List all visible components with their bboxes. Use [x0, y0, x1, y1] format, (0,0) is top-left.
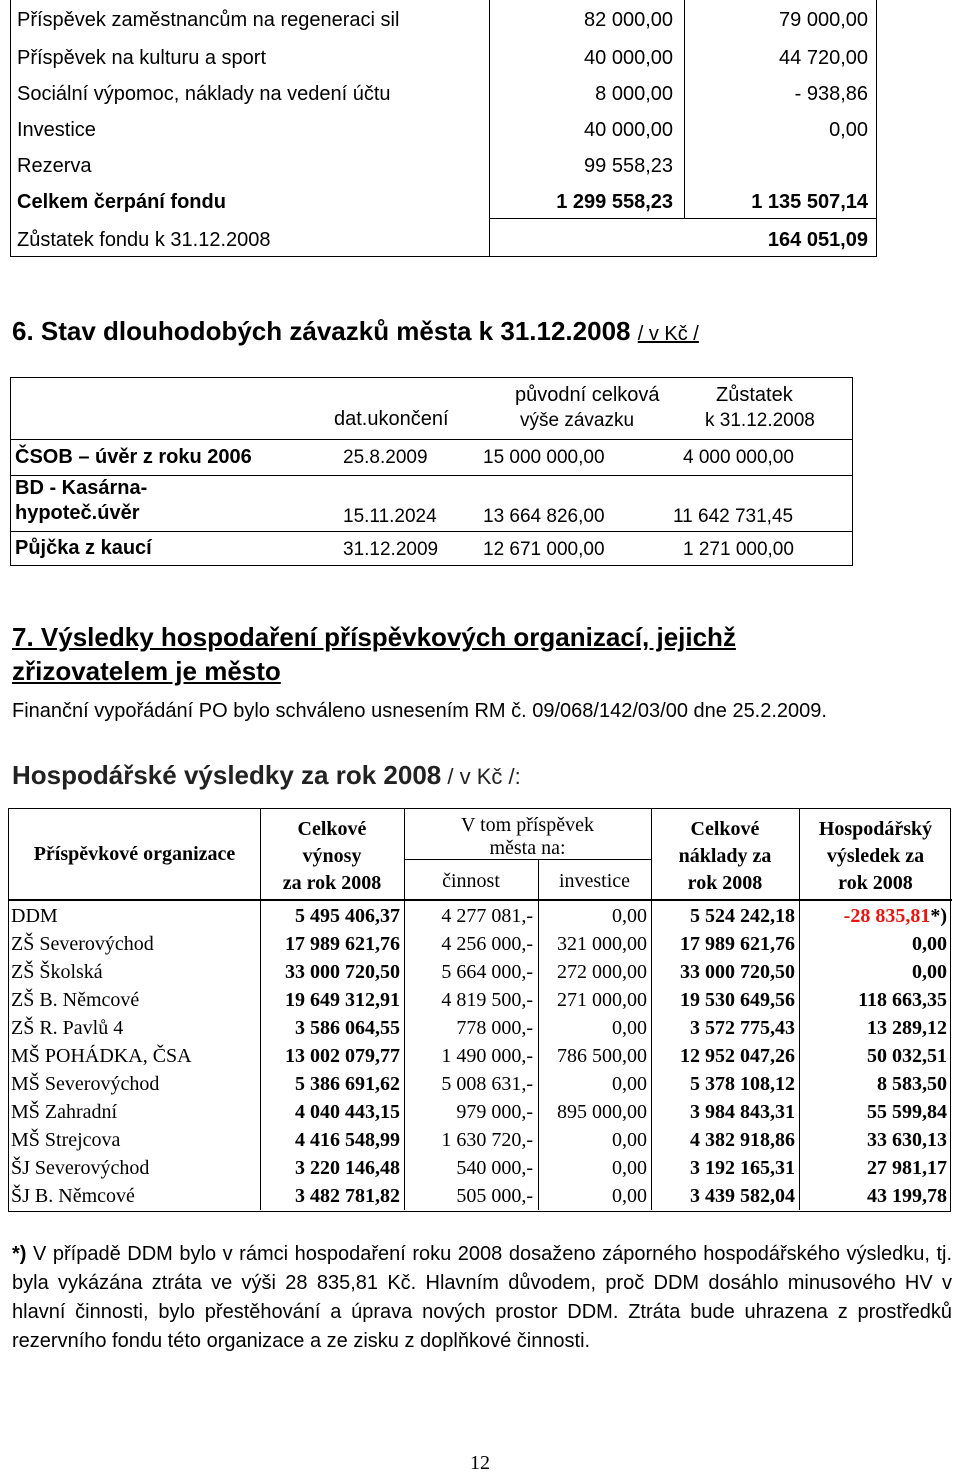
footnote-text: V případě DDM bylo v rámci hospodaření roku 2008 dosaženo záporného hospodářského výsledku, tj. byla vykázána ztráta ve výši 28 835,81 Kč. Hlavním důvodem, proč DDM dosáhlo minusového HV v hlavní činnosti, bylo přestěhování a úprava nových prostor DDM. Ztráta bude uhrazena z prostředků rezervního fondu této organizace a ze zisku z doplňkové činnosti. [12, 1243, 952, 1352]
po-investment: 271 000,00 [557, 989, 647, 1011]
po-investment: 786 500,00 [557, 1045, 647, 1067]
header-result-line2: výsledek za [826, 845, 925, 867]
header-revenue-line3: za rok 2008 [282, 872, 382, 894]
fund-row-actual: - 938,86 [794, 83, 868, 105]
fund-total-planned: 1 299 558,23 [556, 191, 673, 213]
po-costs: 5 524 242,18 [690, 905, 795, 927]
header-investment: investice [558, 870, 631, 892]
fund-row-actual: 0,00 [829, 119, 868, 141]
po-revenue: 3 220 146,48 [295, 1157, 400, 1179]
po-investment: 0,00 [612, 1073, 647, 1095]
po-result-cell [799, 1154, 947, 1182]
liability-balance: 11 642 731,45 [673, 506, 794, 527]
po-org: ZŠ B. Němcové [11, 989, 140, 1011]
liability-name: ČSOB – úvěr z roku 2006 [15, 446, 252, 468]
po-org: ZŠ R. Pavlů 4 [11, 1017, 124, 1039]
fund-row-name: Investice [17, 119, 96, 141]
po-revenue: 13 002 079,77 [285, 1045, 400, 1067]
po-activity: 979 000,- [456, 1101, 533, 1123]
fund-row-name: Příspěvek na kulturu a sport [17, 47, 267, 69]
po-row [9, 1014, 952, 1042]
po-revenue: 5 386 691,62 [295, 1073, 400, 1095]
po-result: 27 981,17 [867, 1157, 947, 1179]
po-activity: 1 490 000,- [441, 1045, 533, 1067]
po-org: MŠ Strejcova [11, 1129, 121, 1151]
fund-row-planned: 40 000,00 [584, 47, 673, 69]
po-costs: 5 378 108,12 [690, 1073, 795, 1095]
header-costs-line2: náklady za [678, 845, 772, 867]
po-costs: 17 989 621,76 [680, 933, 795, 955]
po-result: 8 583,50 [877, 1073, 947, 1095]
po-org: DDM [11, 905, 58, 927]
po-row [9, 1182, 952, 1210]
fund-table [10, 0, 877, 257]
po-result-note: *) [930, 905, 947, 927]
header-revenue-line1: Celkové [297, 818, 367, 840]
po-revenue: 33 000 720,50 [285, 961, 400, 983]
fund-total-actual: 1 135 507,14 [751, 191, 868, 213]
liabilities-divider [11, 475, 852, 476]
po-activity: 4 277 081,- [441, 905, 533, 927]
fund-row-name: Rezerva [17, 155, 92, 177]
po-org: ZŠ Severovýchod [11, 933, 154, 955]
section7-heading [12, 620, 736, 688]
po-row [9, 902, 952, 930]
header-balance-line1: Zůstatek [716, 384, 793, 406]
liability-name: BD - Kasárna- [15, 477, 148, 499]
results-heading [12, 760, 521, 791]
po-revenue: 19 649 312,91 [285, 989, 400, 1011]
fund-row [11, 40, 876, 76]
po-result-cell [799, 1014, 947, 1042]
po-results-table [8, 808, 951, 1212]
po-costs: 3 572 775,43 [690, 1017, 795, 1039]
fund-row [11, 2, 876, 38]
po-investment: 895 000,00 [557, 1101, 647, 1123]
po-investment: 0,00 [612, 1157, 647, 1179]
page-number: 12 [470, 1452, 490, 1474]
liability-original: 15 000 000,00 [483, 447, 605, 468]
liability-name-line2: hypoteč.úvěr [15, 502, 140, 524]
po-row [9, 958, 952, 986]
po-activity: 4 819 500,- [441, 989, 533, 1011]
po-result: 118 663,35 [858, 989, 947, 1011]
po-result-cell [799, 1042, 947, 1070]
footnote [12, 1240, 952, 1356]
liabilities-divider [11, 439, 852, 440]
fund-row [11, 148, 876, 184]
fund-row-planned: 82 000,00 [584, 9, 673, 31]
po-row [9, 986, 952, 1014]
po-result: 43 199,78 [867, 1185, 947, 1207]
po-costs: 19 530 649,56 [680, 989, 795, 1011]
po-result-cell [799, 930, 947, 958]
po-result-cell [799, 1126, 947, 1154]
po-result-cell [799, 958, 947, 986]
fund-total-row [11, 184, 876, 220]
header-org: Příspěvkové organizace [33, 843, 236, 865]
liability-date: 25.8.2009 [343, 447, 428, 468]
fund-row-planned: 8 000,00 [595, 83, 673, 105]
po-result-cell [799, 1098, 947, 1126]
section6-unit: / v Kč / [637, 323, 699, 345]
section6-title: 6. Stav dlouhodobých závazků města k 31.12.2008 [12, 316, 631, 346]
po-row [9, 1070, 952, 1098]
fund-row-name: Sociální výpomoc, náklady na vedení účtu [17, 83, 391, 105]
po-row [9, 1154, 952, 1182]
po-org: ZŠ Školská [11, 961, 103, 983]
po-costs: 3 192 165,31 [690, 1157, 795, 1179]
po-investment: 0,00 [612, 1129, 647, 1151]
po-investment: 0,00 [612, 1017, 647, 1039]
fund-balance-row [11, 222, 876, 258]
po-result: 50 032,51 [867, 1045, 947, 1067]
liabilities-table [10, 377, 853, 566]
po-result-cell [799, 986, 947, 1014]
po-org: MŠ Zahradní [11, 1101, 118, 1123]
po-revenue: 3 482 781,82 [295, 1185, 400, 1207]
po-row [9, 1042, 952, 1070]
liabilities-divider [11, 531, 852, 532]
po-revenue: 4 416 548,99 [295, 1129, 400, 1151]
po-result: -28 835,81 [843, 905, 931, 927]
section6-heading [12, 316, 699, 347]
po-revenue: 4 040 443,15 [295, 1101, 400, 1123]
po-result: 33 630,13 [867, 1129, 947, 1151]
po-investment: 321 000,00 [557, 933, 647, 955]
po-activity: 1 630 720,- [441, 1129, 533, 1151]
po-row [9, 1098, 952, 1126]
po-result: 55 599,84 [867, 1101, 947, 1123]
po-costs: 12 952 047,26 [680, 1045, 795, 1067]
liability-balance: 4 000 000,00 [683, 447, 794, 468]
liability-name: Půjčka z kaucí [15, 537, 152, 559]
po-result-cell [799, 1070, 947, 1098]
header-original-line2: výše závazku [520, 410, 635, 431]
po-activity: 505 000,- [456, 1185, 533, 1207]
liability-original: 12 671 000,00 [483, 539, 605, 560]
po-activity: 778 000,- [456, 1017, 533, 1039]
header-result-line3: rok 2008 [838, 872, 913, 894]
po-costs: 3 984 843,31 [690, 1101, 795, 1123]
results-title: Hospodářské výsledky za rok 2008 [12, 760, 442, 790]
fund-row-planned: 40 000,00 [584, 119, 673, 141]
fund-row-planned: 99 558,23 [584, 155, 673, 177]
liability-balance: 1 271 000,00 [683, 539, 794, 560]
header-balance-line2: k 31.12.2008 [705, 410, 815, 431]
po-costs: 3 439 582,04 [690, 1185, 795, 1207]
footnote-marker: *) [12, 1243, 27, 1265]
section7-title-line1: 7. Výsledky hospodaření příspěvkových organizací, jejichž [12, 622, 736, 652]
po-result-cell [799, 1182, 947, 1210]
fund-row [11, 76, 876, 112]
po-costs: 4 382 918,86 [690, 1129, 795, 1151]
header-costs-line1: Celkové [690, 818, 760, 840]
po-investment: 272 000,00 [557, 961, 647, 983]
fund-row [11, 112, 876, 148]
header-contribution-line1: V tom příspěvek [461, 814, 594, 836]
po-result: 13 289,12 [867, 1017, 947, 1039]
po-activity: 540 000,- [456, 1157, 533, 1179]
header-end-date: dat.ukončení [334, 408, 449, 430]
section7-title-line2: zřizovatelem je město [12, 656, 281, 686]
po-activity: 4 256 000,- [441, 933, 533, 955]
fund-row-actual: 44 720,00 [779, 47, 868, 69]
header-costs-line3: rok 2008 [687, 872, 763, 894]
fund-row-actual: 79 000,00 [779, 9, 868, 31]
po-revenue: 3 586 064,55 [295, 1017, 400, 1039]
liability-original: 13 664 826,00 [483, 506, 605, 527]
fund-balance-divider [489, 218, 876, 219]
po-org: ŠJ Severovýchod [11, 1157, 150, 1179]
po-result: 0,00 [912, 933, 947, 955]
header-original-line1: původní celková [515, 384, 660, 406]
fund-balance-label: Zůstatek fondu k 31.12.2008 [17, 229, 271, 251]
header-contribution-line2: města na: [489, 837, 566, 859]
po-row [9, 930, 952, 958]
po-result: 0,00 [912, 961, 947, 983]
po-investment: 0,00 [612, 905, 647, 927]
header-activity: činnost [442, 870, 500, 892]
po-row [9, 1126, 952, 1154]
po-org: MŠ Severovýchod [11, 1073, 160, 1095]
results-unit: / v Kč /: [441, 764, 521, 789]
po-result-cell [799, 902, 947, 930]
liability-date: 31.12.2009 [343, 539, 439, 560]
po-activity: 5 008 631,- [441, 1073, 533, 1095]
section7-text: Finanční vypořádání PO bylo schváleno usnesením RM č. 09/068/142/03/00 dne 25.2.2009. [12, 700, 827, 722]
header-revenue-line2: výnosy [302, 845, 362, 867]
header-result-line1: Hospodářský [818, 818, 933, 840]
fund-total-label: Celkem čerpání fondu [17, 191, 226, 213]
po-revenue: 17 989 621,76 [285, 933, 400, 955]
fund-row-name: Příspěvek zaměstnancům na regeneraci sil [17, 9, 400, 31]
po-activity: 5 664 000,- [441, 961, 533, 983]
fund-balance-value: 164 051,09 [767, 229, 868, 251]
liability-date: 15.11.2024 [343, 506, 437, 527]
po-org: MŠ POHÁDKA, ČSA [11, 1045, 192, 1067]
po-revenue: 5 495 406,37 [295, 905, 400, 927]
po-costs: 33 000 720,50 [680, 961, 795, 983]
po-org: ŠJ B. Němcové [11, 1185, 135, 1207]
po-investment: 0,00 [612, 1185, 647, 1207]
